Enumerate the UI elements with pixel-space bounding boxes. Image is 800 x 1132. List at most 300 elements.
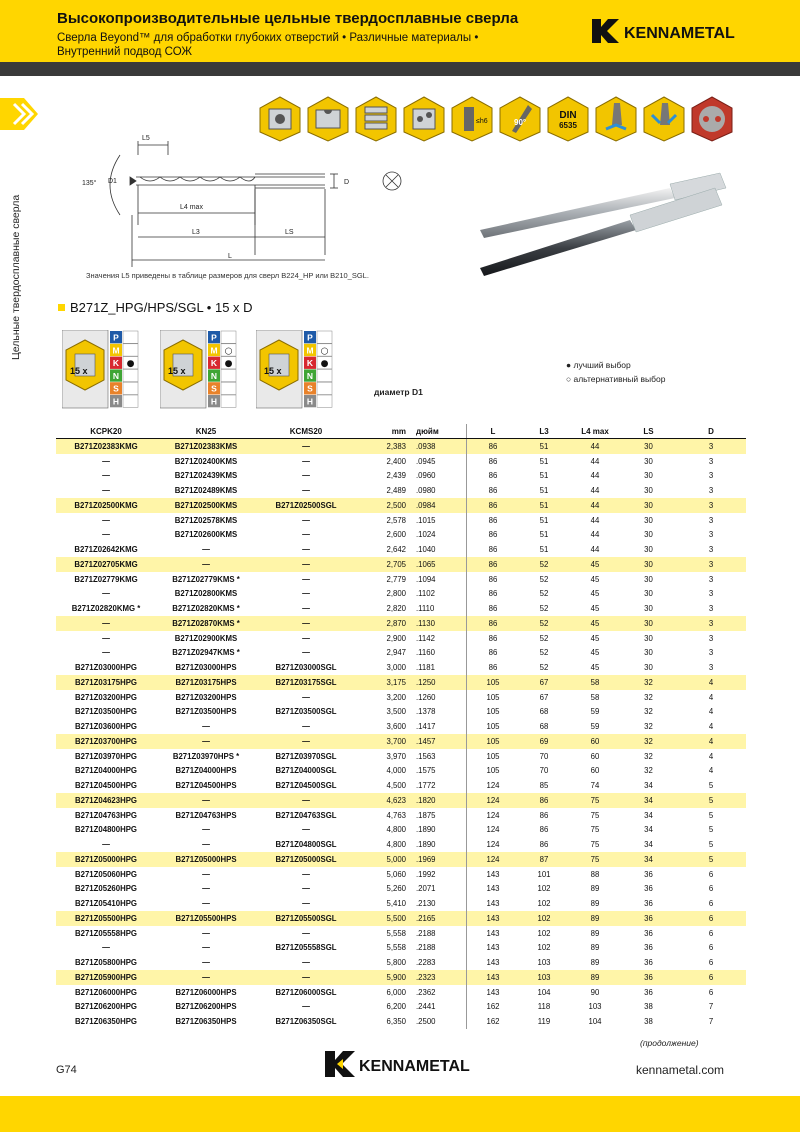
cell-ls: 30 <box>644 589 653 599</box>
col-kcpk20: KCPK20 <box>56 424 156 439</box>
svg-text:≤h6: ≤h6 <box>476 118 488 125</box>
svg-text:L: L <box>228 253 232 260</box>
material-label: K <box>210 358 218 369</box>
cell-kcms20: — <box>256 557 356 572</box>
grade-badge-text: 15 x <box>70 366 88 376</box>
cell-mm: 2,820 <box>386 604 406 614</box>
cell-ls: 32 <box>644 766 653 776</box>
cell-mm: 2,900 <box>386 633 406 643</box>
cell-d: 3 <box>708 530 714 540</box>
cell-ls: 34 <box>644 781 653 791</box>
cell-kcpk20: B271Z04500HPG <box>75 781 137 791</box>
cell-l3: 102 <box>519 911 569 926</box>
col-kcms20: KCMS20 <box>256 424 356 439</box>
cell-kn25: B271Z04500HPS <box>175 781 237 791</box>
cell-kn25: B271Z02900KMS <box>174 633 238 643</box>
table-row <box>56 808 746 823</box>
cell-inch: .1890 <box>416 840 436 850</box>
cell-kcpk20: B271Z03600HPG <box>75 722 137 732</box>
table-row <box>56 675 746 690</box>
cell-kcpk20: B271Z02383KMG <box>56 439 156 454</box>
cell-l3: 102 <box>537 943 551 953</box>
website-link[interactable]: kennametal.com <box>636 1063 725 1077</box>
cell-d: 4 <box>676 734 746 749</box>
cell-kcms20: — <box>302 692 310 702</box>
cell-l4max: 44 <box>590 545 600 555</box>
cell-ls: 34 <box>644 840 653 850</box>
cell-l4max: 90 <box>590 987 600 997</box>
grade-badge-text: 15 x <box>168 366 186 376</box>
cell-inch: .1142 <box>416 633 435 643</box>
cell-mm: 2,383 <box>356 439 412 454</box>
cell-l4max: 75 <box>569 852 621 867</box>
cell-mm: 2,870 <box>356 616 412 631</box>
cell-d: 6 <box>708 884 714 894</box>
suitability-cell <box>221 382 236 394</box>
cell-kn25: B271Z02800KMS <box>174 589 238 599</box>
coolant-external-icon <box>642 95 686 143</box>
cell-d: 3 <box>708 574 714 584</box>
cell-l4max: 75 <box>590 840 600 850</box>
continued-label: (продолжение) <box>640 1038 699 1048</box>
cell-kn25: B271Z02489KMS <box>174 486 238 496</box>
cell-mm: 5,558 <box>386 928 406 938</box>
cell-ls: 32 <box>644 707 653 717</box>
material-label: S <box>307 383 313 394</box>
table-row <box>56 513 746 528</box>
cell-kcms20: — <box>256 616 356 631</box>
cell-kn25: — <box>202 928 210 938</box>
col-d: D <box>676 424 746 439</box>
cell-kcms20: B271Z03970SGL <box>275 751 337 761</box>
cell-kcms20: — <box>302 530 310 540</box>
table-row <box>56 587 746 602</box>
cell-d: 6 <box>708 987 714 997</box>
table-row <box>56 749 746 764</box>
page-subtitle-1: Сверла Beyond™ для обработки глубоких отверстий • Различные материалы • <box>57 32 479 44</box>
cell-d: 7 <box>708 1017 714 1027</box>
cell-kn25: — <box>202 840 210 850</box>
cell-l: 86 <box>467 469 520 484</box>
cell-inch: .2283 <box>416 958 436 968</box>
col-inch: дюйм <box>412 424 467 439</box>
cell-l3: 51 <box>519 439 569 454</box>
cell-l3: 52 <box>539 574 549 584</box>
cell-inch: .1563 <box>416 751 436 761</box>
suitability-cell <box>221 369 236 381</box>
cell-l: 124 <box>467 823 520 838</box>
drill-drawing <box>80 125 420 275</box>
cell-l3: 104 <box>537 987 551 997</box>
cell-l3: 86 <box>519 793 569 808</box>
table-row <box>56 823 746 838</box>
cell-l4max: 89 <box>590 928 600 938</box>
table-row <box>56 734 746 749</box>
cell-inch: .1110 <box>416 604 435 614</box>
cell-d: 3 <box>708 515 714 525</box>
cell-d: 6 <box>708 943 714 953</box>
grade-block-kcms20 <box>256 330 336 410</box>
cell-l4max: 45 <box>569 616 621 631</box>
header-strip <box>0 62 800 76</box>
cell-kn25: B271Z04763HPS <box>175 810 237 820</box>
cell-l3: 101 <box>537 869 551 879</box>
cell-d: 5 <box>676 852 746 867</box>
cell-inch: .1040 <box>416 545 436 555</box>
cell-l: 105 <box>467 734 520 749</box>
cell-d: 3 <box>708 604 714 614</box>
cell-l3: 86 <box>539 840 549 850</box>
cell-l4max: 104 <box>588 1017 602 1027</box>
cell-mm: 5,558 <box>386 943 406 953</box>
cell-kcpk20: B271Z03200HPG <box>75 692 137 702</box>
cell-kcpk20: B271Z02779KMG <box>74 574 138 584</box>
cell-l4max: 44 <box>590 456 600 466</box>
legend <box>566 358 665 386</box>
cell-mm: 5,500 <box>356 911 412 926</box>
cell-d: 3 <box>708 486 714 496</box>
cell-kcpk20: B271Z03000HPG <box>75 663 137 673</box>
cell-ls: 36 <box>621 911 676 926</box>
cell-kcms20: — <box>302 515 310 525</box>
cell-l: 143 <box>467 941 520 956</box>
col-kn25: KN25 <box>156 424 256 439</box>
cell-l: 86 <box>467 601 520 616</box>
cell-l4max: 89 <box>590 958 600 968</box>
cell-mm: 2,489 <box>386 486 406 496</box>
table-row <box>56 719 746 734</box>
cell-kn25: — <box>202 884 210 894</box>
page-header <box>0 0 800 62</box>
cell-kcpk20: B271Z02500KMG <box>56 498 156 513</box>
suitability-cell <box>317 382 332 394</box>
cell-ls: 32 <box>621 675 676 690</box>
cell-kcms20: — <box>302 884 310 894</box>
cell-ls: 30 <box>644 515 653 525</box>
cell-l4max: 44 <box>590 471 600 481</box>
svg-text:L5: L5 <box>142 135 150 142</box>
cell-mm: 4,800 <box>386 840 406 850</box>
cell-l3: 102 <box>537 928 551 938</box>
cell-kcpk20: B271Z05558HPG <box>75 928 137 938</box>
table-row <box>56 911 746 926</box>
cell-mm: 3,200 <box>386 692 406 702</box>
cell-kcpk20: B271Z04763HPG <box>75 810 137 820</box>
table-row <box>56 572 746 587</box>
cell-ls: 30 <box>644 604 653 614</box>
cell-kcpk20: B271Z05060HPG <box>75 869 137 879</box>
table-row <box>56 469 746 484</box>
cell-kcpk20: B271Z06200HPG <box>75 1002 137 1012</box>
cell-d: 4 <box>708 692 714 702</box>
cell-l: 86 <box>467 454 520 469</box>
table-header-row <box>56 424 746 439</box>
cell-ls: 34 <box>644 810 653 820</box>
cell-kn25: B271Z02383KMS <box>156 439 256 454</box>
cell-kcpk20: B271Z05500HPG <box>56 911 156 926</box>
table-row <box>56 690 746 705</box>
cell-kcpk20: B271Z05260HPG <box>75 884 137 894</box>
col-l: L <box>467 424 520 439</box>
cell-ls: 30 <box>621 616 676 631</box>
cell-l3: 51 <box>539 456 549 466</box>
cell-kcpk20: B271Z05900HPG <box>56 970 156 985</box>
cell-mm: 6,200 <box>386 1002 406 1012</box>
cell-inch: .1160 <box>416 648 435 658</box>
cell-kn25: B271Z06350HPS <box>175 1017 237 1027</box>
cell-kcms20: — <box>302 899 310 909</box>
cell-d: 6 <box>676 970 746 985</box>
cell-ls: 30 <box>644 663 653 673</box>
internal-coolant-icon <box>690 95 734 143</box>
svg-text:135°: 135° <box>82 180 97 187</box>
cell-kn25: — <box>202 943 210 953</box>
svg-text:L3: L3 <box>192 229 200 236</box>
svg-text:KENNAMETAL: KENNAMETAL <box>624 25 735 42</box>
col-l4max: L4 max <box>569 424 621 439</box>
cell-d: 6 <box>708 958 714 968</box>
cell-inch: .2188 <box>416 928 436 938</box>
cell-mm: 5,000 <box>356 852 412 867</box>
cell-l4max: 89 <box>590 943 600 953</box>
suitability-cell <box>317 395 332 407</box>
cell-kcpk20: — <box>102 648 110 658</box>
cell-ls: 34 <box>621 793 676 808</box>
cell-l3: 103 <box>537 958 551 968</box>
cell-kn25: B271Z03175HPS <box>156 675 256 690</box>
cell-kcms20: B271Z03000SGL <box>275 663 337 673</box>
material-label: H <box>306 396 314 407</box>
cell-l3: 86 <box>539 810 549 820</box>
table-row <box>56 882 746 897</box>
cell-mm: 2,779 <box>386 574 406 584</box>
side-label: Цельные твердосплавные сверла <box>10 194 22 360</box>
cell-kcpk20: B271Z05410HPG <box>75 899 137 909</box>
cell-mm: 3,600 <box>386 722 406 732</box>
cell-kcms20: — <box>302 958 310 968</box>
cell-l3: 51 <box>539 471 549 481</box>
cell-d: 3 <box>676 557 746 572</box>
suitability-cell <box>317 331 332 343</box>
cell-inch: .0938 <box>412 439 467 454</box>
material-label: N <box>306 370 314 381</box>
cell-kcms20: B271Z03175SGL <box>256 675 356 690</box>
cell-mm: 3,000 <box>386 663 406 673</box>
cell-kcpk20: — <box>102 840 110 850</box>
cell-mm: 2,439 <box>386 471 406 481</box>
cell-l3: 103 <box>519 970 569 985</box>
cell-ls: 36 <box>644 928 653 938</box>
cell-d: 3 <box>708 589 714 599</box>
cell-l3: 87 <box>519 852 569 867</box>
material-label: P <box>113 332 119 343</box>
cell-ls: 32 <box>644 692 653 702</box>
cell-l: 86 <box>467 616 520 631</box>
cell-l4max: 45 <box>590 589 600 599</box>
cell-kcms20: — <box>302 456 310 466</box>
cell-d: 3 <box>708 648 714 658</box>
cell-inch: .1378 <box>416 707 436 717</box>
cell-l4max: 75 <box>569 793 621 808</box>
cell-kcms20: B271Z06350SGL <box>275 1017 337 1027</box>
table-row <box>56 985 746 1000</box>
cell-mm: 3,970 <box>386 751 406 761</box>
cell-inch: .1102 <box>416 589 435 599</box>
cell-kn25: — <box>202 869 210 879</box>
cell-kn25: B271Z03200HPS <box>175 692 237 702</box>
cell-inch: .2188 <box>416 943 436 953</box>
section-title-text: B271Z_HPG/HPS/SGL • 15 x D <box>70 300 253 315</box>
cell-inch: .1875 <box>416 810 436 820</box>
cell-l3: 52 <box>519 557 569 572</box>
cell-l3: 52 <box>539 648 549 658</box>
cell-l: 86 <box>467 498 520 513</box>
cell-ls: 36 <box>644 987 653 997</box>
cell-l: 143 <box>467 896 520 911</box>
table-row <box>56 1014 746 1029</box>
suitability-mark: ● <box>320 359 329 370</box>
cell-inch: .1992 <box>416 869 436 879</box>
cell-kcpk20: — <box>102 943 110 953</box>
cell-kn25: B271Z03970HPS * <box>172 751 240 761</box>
cell-kcms20: — <box>302 869 310 879</box>
cell-kcpk20: B271Z03700HPG <box>56 734 156 749</box>
page-subtitle-2: Внутренний подвод СОЖ <box>57 46 193 58</box>
svg-text:90°: 90° <box>514 118 527 127</box>
cell-inch: .2362 <box>416 987 436 997</box>
cell-l4max: 89 <box>590 899 600 909</box>
cell-kcms20: — <box>302 486 310 496</box>
cell-ls: 38 <box>644 1017 653 1027</box>
cell-inch: .1457 <box>412 734 467 749</box>
cell-l3: 102 <box>537 884 551 894</box>
kennametal-logo-footer <box>325 1050 495 1078</box>
material-label: P <box>211 332 217 343</box>
cell-inch: .1260 <box>416 692 436 702</box>
suitability-cell <box>123 382 138 394</box>
table-row <box>56 941 746 956</box>
cell-kn25: B271Z06200HPS <box>175 1002 237 1012</box>
cell-kcpk20: B271Z05000HPG <box>56 852 156 867</box>
cell-inch: .1772 <box>416 781 436 791</box>
cell-l4max: 45 <box>590 648 600 658</box>
cell-l4max: 60 <box>569 734 621 749</box>
cell-d: 4 <box>676 675 746 690</box>
cell-inch: .0980 <box>416 486 436 496</box>
drill-table <box>56 424 746 1029</box>
cell-mm: 2,500 <box>356 498 412 513</box>
table-row <box>56 483 746 498</box>
cell-d: 4 <box>708 722 714 732</box>
cell-kn25: B271Z05000HPS <box>156 852 256 867</box>
cell-mm: 5,410 <box>386 899 406 909</box>
cell-l: 143 <box>467 911 520 926</box>
cell-l3: 67 <box>519 675 569 690</box>
page-footer <box>0 1096 800 1132</box>
cell-l3: 52 <box>519 616 569 631</box>
cell-inch: .1181 <box>416 663 435 673</box>
cell-d: 7 <box>708 1002 714 1012</box>
cell-ls: 34 <box>621 852 676 867</box>
material-label: H <box>112 396 120 407</box>
cell-l: 143 <box>467 867 520 882</box>
suitability-cell <box>221 395 236 407</box>
cell-kcms20: — <box>302 545 310 555</box>
cell-d: 5 <box>708 840 714 850</box>
material-label: M <box>306 345 314 356</box>
cell-inch: .1094 <box>416 574 436 584</box>
cell-kn25: — <box>156 734 256 749</box>
cell-inch: .1130 <box>412 616 467 631</box>
cell-inch: .2500 <box>416 1017 436 1027</box>
kennametal-logo <box>592 18 772 44</box>
cell-l4max: 89 <box>590 884 600 894</box>
cell-inch: .1890 <box>416 825 436 835</box>
cell-kcms20: — <box>302 1002 310 1012</box>
cell-kn25: — <box>202 825 210 835</box>
cell-l3: 52 <box>539 589 549 599</box>
cell-kcpk20: — <box>102 486 110 496</box>
cell-d: 3 <box>708 633 714 643</box>
cell-l3: 51 <box>539 486 549 496</box>
cell-d: 5 <box>676 793 746 808</box>
cell-l4max: 58 <box>569 675 621 690</box>
cell-ls: 32 <box>621 734 676 749</box>
cell-d: 4 <box>708 751 714 761</box>
cell-kcpk20: B271Z05800HPG <box>75 958 137 968</box>
material-label: H <box>210 396 218 407</box>
svg-text:D: D <box>344 179 350 186</box>
suitability-cell <box>317 369 332 381</box>
cell-l: 124 <box>467 778 520 793</box>
table-row <box>56 631 746 646</box>
cell-d: 5 <box>708 825 714 835</box>
legend-best: ● лучший выбор <box>566 360 631 370</box>
svg-text:6535: 6535 <box>559 121 577 130</box>
cell-d: 4 <box>708 766 714 776</box>
cell-kn25: — <box>202 722 210 732</box>
cell-l3: 86 <box>539 825 549 835</box>
cell-kcms20: B271Z06000SGL <box>275 987 337 997</box>
cell-l4max: 44 <box>569 498 621 513</box>
cell-ls: 32 <box>644 722 653 732</box>
section-title <box>58 300 253 315</box>
table-row <box>56 646 746 661</box>
cell-inch: .1065 <box>412 557 467 572</box>
coolant-through-icon <box>594 95 638 143</box>
col-l3: L3 <box>519 424 569 439</box>
cell-ls: 30 <box>644 545 653 555</box>
page-title: Высокопроизводительные цельные твердосплавные сверла <box>57 10 519 27</box>
material-label: M <box>210 345 218 356</box>
cell-l: 86 <box>467 557 520 572</box>
col-ls: LS <box>621 424 676 439</box>
cell-ls: 30 <box>644 486 653 496</box>
cell-l: 124 <box>467 793 520 808</box>
svg-text:LS: LS <box>285 229 294 236</box>
cell-ls: 36 <box>644 943 653 953</box>
cell-l3: 69 <box>519 734 569 749</box>
cell-mm: 2,642 <box>386 545 406 555</box>
grade-block-kcpk20 <box>62 330 142 410</box>
cell-kcpk20: B271Z03500HPG <box>75 707 137 717</box>
cell-d: 6 <box>708 869 714 879</box>
cell-d: 6 <box>676 911 746 926</box>
cell-kcpk20: — <box>102 589 110 599</box>
cell-inch: .1969 <box>412 852 467 867</box>
material-label: S <box>211 383 217 394</box>
cell-kn25: B271Z02820KMS * <box>172 604 240 614</box>
